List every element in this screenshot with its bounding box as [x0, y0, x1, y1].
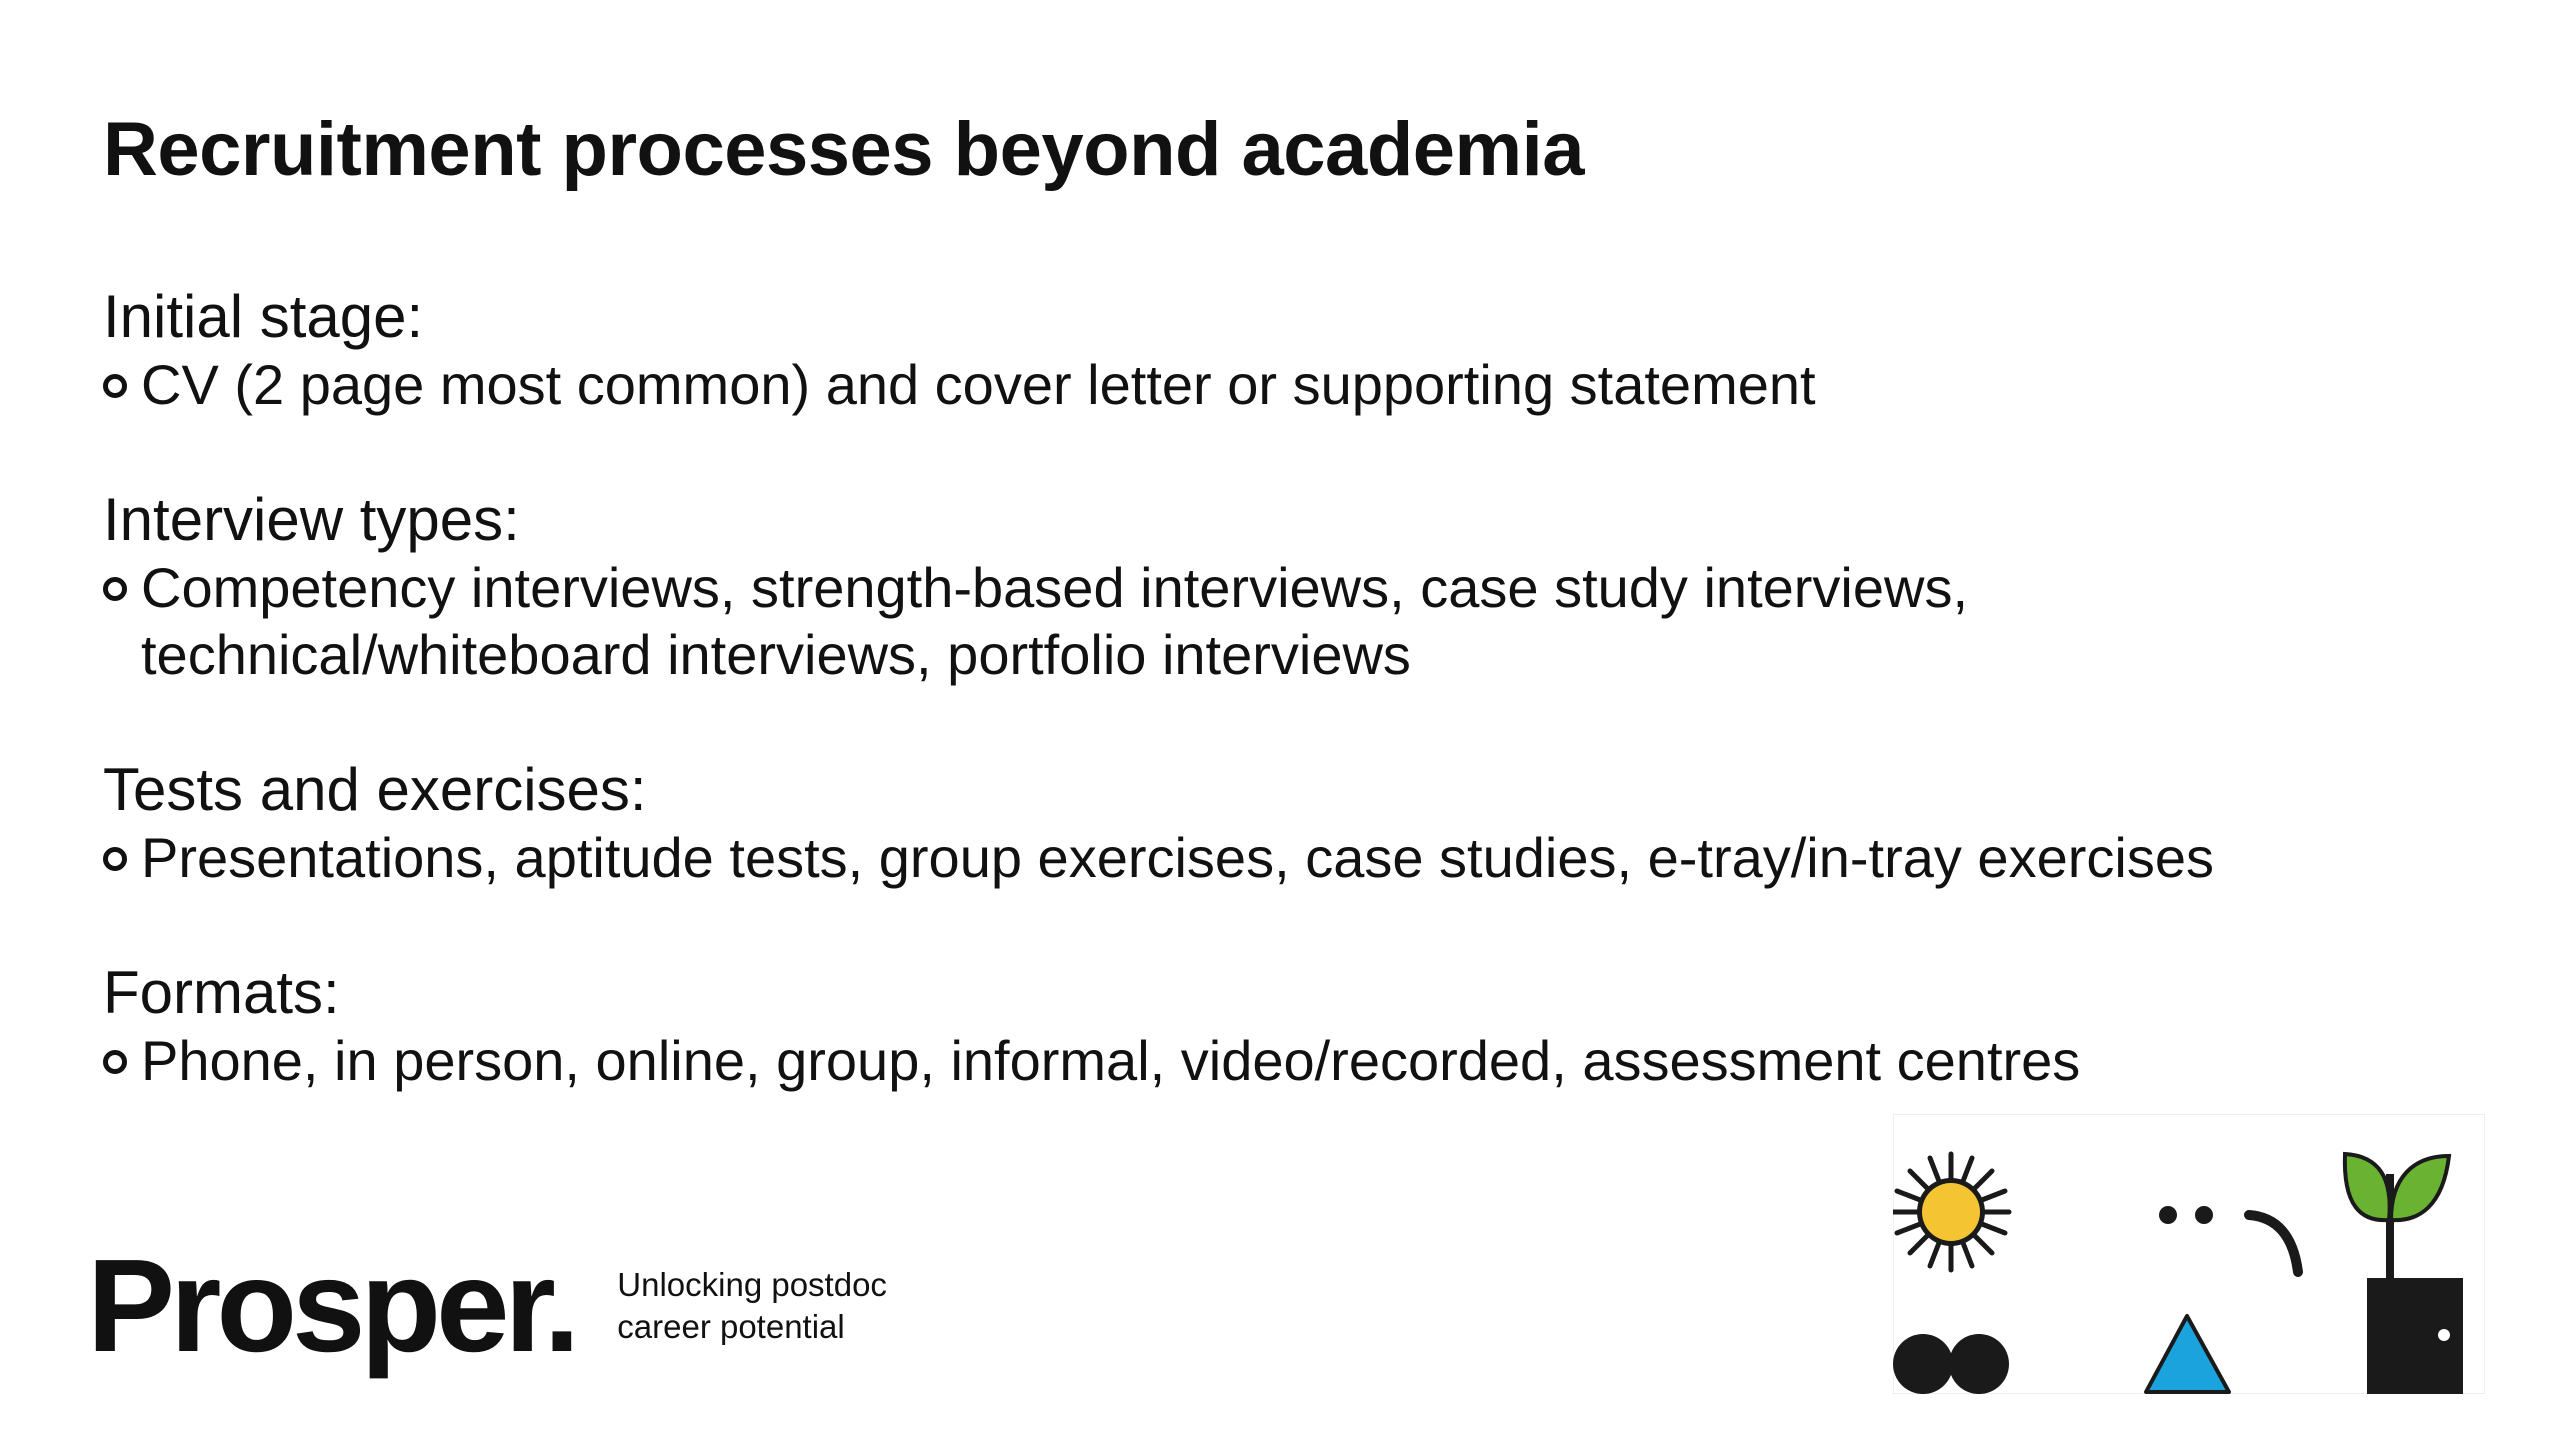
section-heading: Interview types: — [103, 486, 520, 553]
bullet-circle-icon — [103, 577, 127, 601]
bullet-item — [103, 351, 2403, 418]
prosper-logo — [87, 1232, 887, 1379]
bullet-item — [103, 1027, 2403, 1094]
plant-pot-icon — [2345, 1154, 2463, 1394]
bullet-text-line: Competency interviews, strength-based interviews, case study interviews, — [141, 556, 1968, 619]
triangle-icon — [2146, 1316, 2229, 1392]
section-tests-exercises — [103, 756, 2403, 891]
bullet-item — [103, 824, 2403, 891]
section-heading: Initial stage: — [103, 283, 424, 350]
bullet-text: Phone, in person, online, group, informal, video/recorded, assessment centres — [141, 1029, 2081, 1092]
bullet-text-line: technical/whiteboard interviews, portfolio interviews — [141, 623, 1411, 686]
logo-wordmark: Prosper. — [87, 1232, 576, 1379]
bullet-circle-icon — [103, 374, 127, 398]
slide-content — [103, 283, 2403, 1162]
logo-tagline — [617, 1264, 887, 1348]
section-interview-types — [103, 486, 2403, 688]
double-circle-icon — [1893, 1334, 2009, 1394]
section-heading: Tests and exercises: — [103, 756, 647, 823]
section-initial-stage — [103, 283, 2403, 418]
dots-arc-icon — [2159, 1206, 2298, 1272]
section-formats — [103, 959, 2403, 1094]
sun-icon — [1893, 1154, 2009, 1270]
section-heading: Formats: — [103, 959, 340, 1026]
bullet-item — [103, 554, 2403, 688]
bullet-text: Presentations, aptitude tests, group exercises, case studies, e-tray/in-tray exercises — [141, 826, 2214, 889]
slide-title: Recruitment processes beyond academia — [103, 107, 1584, 192]
tagline-line: Unlocking postdoc — [617, 1266, 887, 1303]
tagline-line: career potential — [617, 1308, 845, 1345]
bullet-text: CV (2 page most common) and cover letter or supporting statement — [141, 353, 1816, 416]
decorative-illustration — [1893, 1114, 2485, 1394]
bullet-circle-icon — [103, 1050, 127, 1074]
bullet-circle-icon — [103, 847, 127, 871]
